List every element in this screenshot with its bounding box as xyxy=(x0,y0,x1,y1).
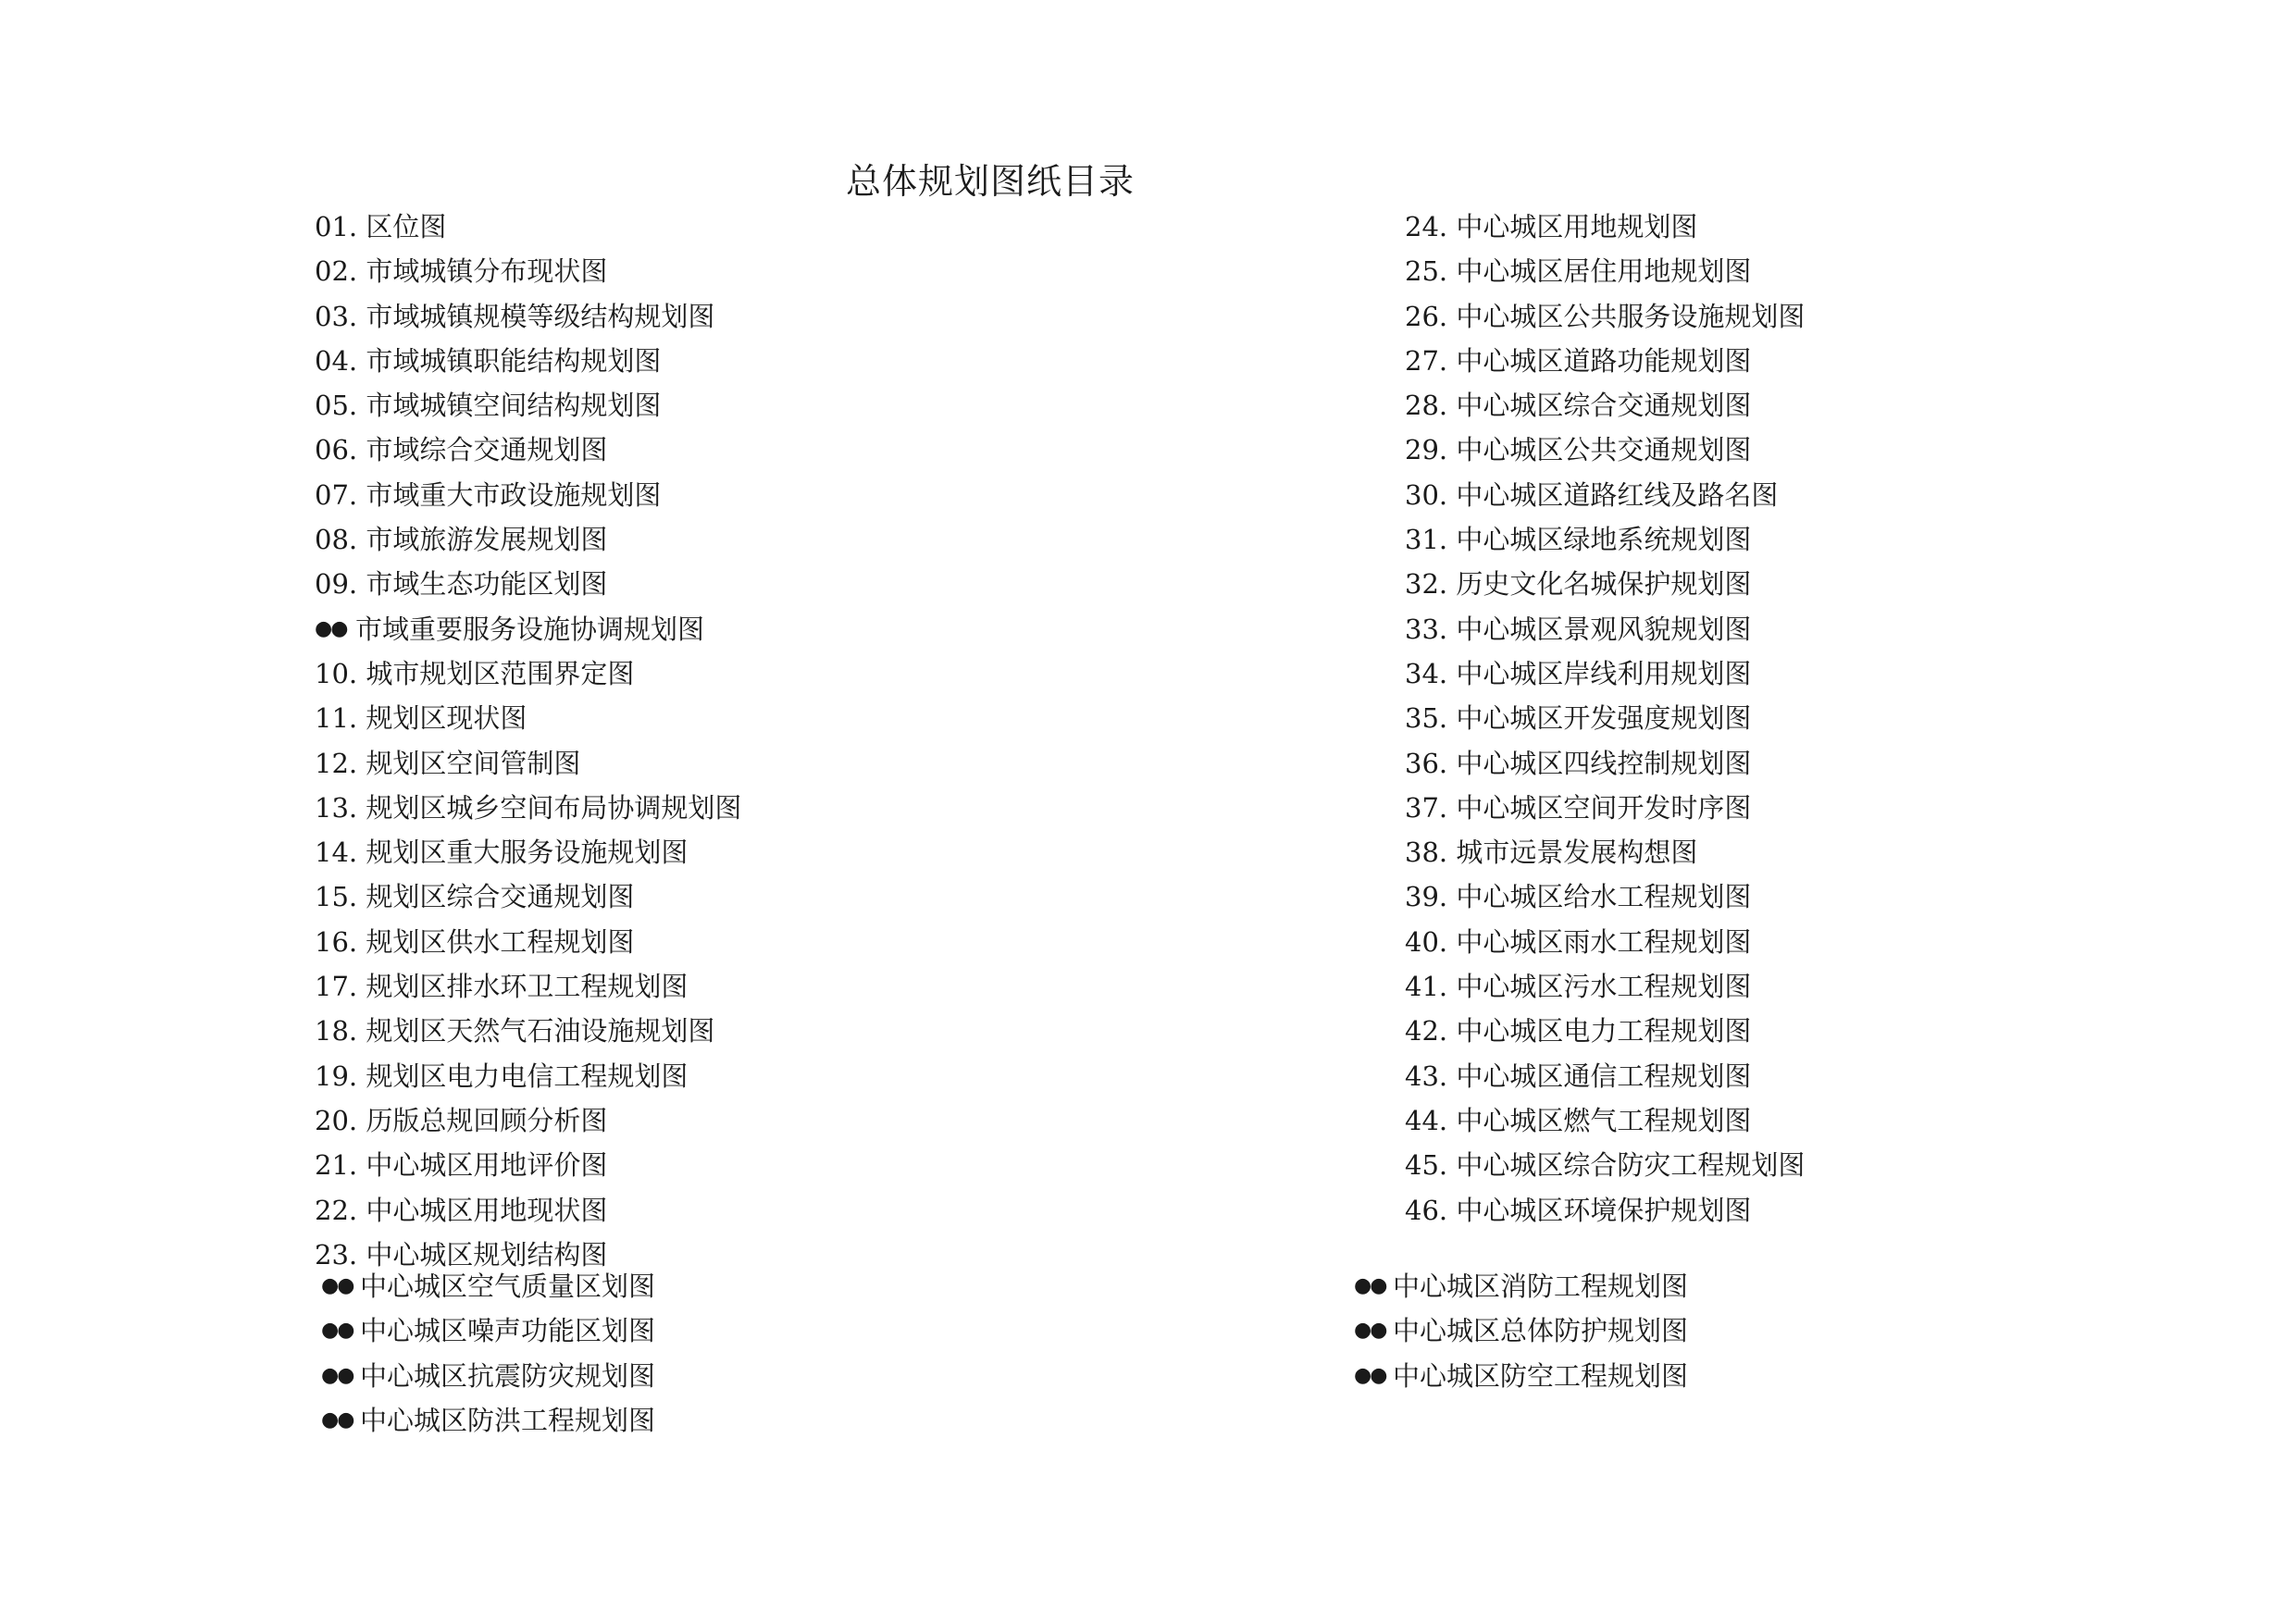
list-item xyxy=(1405,562,1805,606)
item-label: 中心城区景观风貌规划图 xyxy=(1456,613,1752,645)
item-label: 中心城区用地评价图 xyxy=(366,1149,608,1182)
list-item xyxy=(1405,205,1805,249)
item-number: 29. xyxy=(1405,434,1448,466)
item-number: 08. xyxy=(315,524,358,556)
item-label: 中心城区消防工程规划图 xyxy=(1393,1271,1689,1302)
item-number: 01. xyxy=(315,211,358,242)
item-number: 42. xyxy=(1405,1015,1448,1048)
item-number: 32. xyxy=(1405,568,1448,601)
item-label: 中心城区综合防灾工程规划图 xyxy=(1456,1149,1806,1182)
bullet-icon: ●● xyxy=(321,1274,354,1297)
item-number: 07. xyxy=(315,478,358,511)
list-item xyxy=(1405,294,1805,339)
item-label: 中心城区开发强度规划图 xyxy=(1456,702,1752,735)
bullet-icon: ●● xyxy=(321,1363,354,1387)
item-number: 05. xyxy=(315,390,358,422)
bullet-icon: ●● xyxy=(1354,1363,1386,1387)
bullet-icon: ●● xyxy=(321,1319,354,1343)
list-item xyxy=(1405,874,1805,919)
item-number: 24. xyxy=(1405,211,1448,242)
item-number: 02. xyxy=(315,255,358,288)
list-item xyxy=(315,964,741,1009)
item-label: 中心城区总体防护规划图 xyxy=(1393,1315,1689,1347)
list-item xyxy=(1405,1054,1805,1098)
bullet-icon: ●● xyxy=(1354,1274,1386,1297)
list-item xyxy=(1405,607,1805,651)
list-item xyxy=(1405,964,1805,1009)
item-number: 11. xyxy=(315,702,358,735)
list-item xyxy=(315,1009,741,1053)
item-label: 城市规划区范围界定图 xyxy=(366,657,635,689)
item-label: 中心城区公共服务设施规划图 xyxy=(1456,300,1806,332)
item-label: 市域旅游发展规划图 xyxy=(366,524,608,556)
item-number: 39. xyxy=(1405,881,1448,913)
item-label: 中心城区规划结构图 xyxy=(366,1238,608,1271)
item-number: 17. xyxy=(315,971,358,1003)
item-number: 06. xyxy=(315,434,358,466)
item-label: 市域城镇规模等级结构规划图 xyxy=(366,300,715,332)
list-item xyxy=(1405,651,1805,696)
item-label: 中心城区通信工程规划图 xyxy=(1456,1060,1752,1092)
item-number: 16. xyxy=(315,925,358,958)
item-label: 中心城区居住用地规划图 xyxy=(1456,255,1752,288)
list-item xyxy=(315,562,741,606)
left-drawing-list xyxy=(315,205,741,1277)
list-item xyxy=(1405,383,1805,428)
item-label: 规划区供水工程规划图 xyxy=(366,925,635,958)
item-number: 21. xyxy=(315,1149,358,1182)
list-item xyxy=(315,473,741,517)
list-item xyxy=(1354,1264,1688,1308)
item-label: 中心城区用地规划图 xyxy=(1456,211,1698,242)
item-number: 30. xyxy=(1405,478,1448,511)
list-item xyxy=(315,1098,741,1143)
item-label: 中心城区防洪工程规划图 xyxy=(360,1404,656,1436)
item-number: 38. xyxy=(1405,837,1448,869)
item-label: 中心城区岸线利用规划图 xyxy=(1456,657,1752,689)
list-item xyxy=(315,741,741,786)
list-item xyxy=(315,339,741,383)
list-item xyxy=(1405,696,1805,740)
list-item xyxy=(321,1354,655,1398)
list-item xyxy=(1405,428,1805,472)
item-number: 15. xyxy=(315,881,358,913)
list-item xyxy=(1405,473,1805,517)
list-item xyxy=(315,607,741,651)
item-label: 市域生态功能区划图 xyxy=(366,568,608,601)
list-item xyxy=(1405,741,1805,786)
list-item xyxy=(315,696,741,740)
item-label: 市域重要服务设施协调规划图 xyxy=(355,613,705,645)
item-label: 市域综合交通规划图 xyxy=(366,434,608,466)
list-item xyxy=(1405,1009,1805,1053)
item-label: 中心城区道路功能规划图 xyxy=(1456,344,1752,377)
item-label: 市域重大市政设施规划图 xyxy=(366,478,662,511)
item-number: 28. xyxy=(1405,390,1448,422)
item-label: 中心城区电力工程规划图 xyxy=(1456,1015,1752,1048)
item-number: 37. xyxy=(1405,791,1448,824)
list-item xyxy=(315,383,741,428)
item-label: 规划区天然气石油设施规划图 xyxy=(366,1015,715,1048)
item-number: 13. xyxy=(315,791,358,824)
list-item xyxy=(315,249,741,293)
item-label: 规划区重大服务设施规划图 xyxy=(366,837,689,869)
page-title: 总体规划图纸目录 xyxy=(846,161,1136,202)
list-item xyxy=(1405,830,1805,874)
item-number: 04. xyxy=(315,344,358,377)
item-label: 中心城区四线控制规划图 xyxy=(1456,747,1752,779)
item-label: 中心城区公共交通规划图 xyxy=(1456,434,1752,466)
item-label: 规划区综合交通规划图 xyxy=(366,881,635,913)
item-number: 27. xyxy=(1405,344,1448,377)
list-item xyxy=(315,205,741,249)
list-item xyxy=(315,1054,741,1098)
list-item xyxy=(1405,1098,1805,1143)
item-label: 中心城区燃气工程规划图 xyxy=(1456,1104,1752,1136)
item-number: 45. xyxy=(1405,1149,1448,1182)
list-item xyxy=(1405,920,1805,964)
item-number: 41. xyxy=(1405,971,1448,1003)
list-item xyxy=(321,1264,655,1308)
item-label: 历版总规回顾分析图 xyxy=(366,1104,608,1136)
item-number: 22. xyxy=(315,1194,358,1226)
item-label: 市域城镇职能结构规划图 xyxy=(366,344,662,377)
item-number: 44. xyxy=(1405,1104,1448,1136)
item-number: 31. xyxy=(1405,524,1448,556)
item-label: 规划区现状图 xyxy=(366,702,527,735)
item-label: 中心城区噪声功能区划图 xyxy=(360,1315,656,1347)
item-number: 26. xyxy=(1405,300,1448,332)
item-number: 43. xyxy=(1405,1060,1448,1092)
list-item xyxy=(1405,1188,1805,1233)
item-label: 中心城区空气质量区划图 xyxy=(360,1271,656,1302)
item-label: 市域城镇空间结构规划图 xyxy=(366,390,662,422)
list-item xyxy=(1405,1143,1805,1187)
list-item xyxy=(315,1143,741,1187)
item-label: 规划区空间管制图 xyxy=(366,747,581,779)
list-item xyxy=(1405,517,1805,562)
item-number: 09. xyxy=(315,568,358,601)
item-label: 规划区排水环卫工程规划图 xyxy=(366,971,689,1003)
item-label: 中心城区用地现状图 xyxy=(366,1194,608,1226)
item-label: 中心城区给水工程规划图 xyxy=(1456,881,1752,913)
item-number: 19. xyxy=(315,1060,358,1092)
item-number: 36. xyxy=(1405,747,1448,779)
item-label: 市域城镇分布现状图 xyxy=(366,255,608,288)
item-label: 中心城区防空工程规划图 xyxy=(1393,1359,1689,1392)
item-label: 中心城区环境保护规划图 xyxy=(1456,1194,1752,1226)
item-number: 23. xyxy=(315,1238,358,1271)
item-label: 中心城区绿地系统规划图 xyxy=(1456,524,1752,556)
left-supplementary-list xyxy=(321,1264,655,1443)
list-item xyxy=(315,517,741,562)
bullet-icon: ●● xyxy=(315,616,347,640)
item-label: 规划区电力电信工程规划图 xyxy=(366,1060,689,1092)
item-label: 中心城区雨水工程规划图 xyxy=(1456,925,1752,958)
list-item xyxy=(1354,1308,1688,1353)
item-number: 46. xyxy=(1405,1194,1448,1226)
item-label: 区位图 xyxy=(366,211,447,242)
list-item xyxy=(315,786,741,830)
list-item xyxy=(315,294,741,339)
item-number: 20. xyxy=(315,1104,358,1136)
item-number: 34. xyxy=(1405,657,1448,689)
right-supplementary-list xyxy=(1354,1264,1688,1398)
item-number: 03. xyxy=(315,300,358,332)
list-item xyxy=(1405,786,1805,830)
item-label: 中心城区综合交通规划图 xyxy=(1456,390,1752,422)
item-number: 12. xyxy=(315,747,358,779)
right-drawing-list xyxy=(1405,205,1805,1233)
item-label: 历史文化名城保护规划图 xyxy=(1456,568,1752,601)
item-label: 城市远景发展构想图 xyxy=(1456,837,1698,869)
list-item xyxy=(315,874,741,919)
item-number: 10. xyxy=(315,657,358,689)
item-number: 14. xyxy=(315,837,358,869)
item-number: 33. xyxy=(1405,613,1448,645)
list-item xyxy=(321,1398,655,1443)
list-item xyxy=(315,651,741,696)
item-label: 中心城区污水工程规划图 xyxy=(1456,971,1752,1003)
list-item xyxy=(315,830,741,874)
item-number: 35. xyxy=(1405,702,1448,735)
list-item xyxy=(315,920,741,964)
list-item xyxy=(1354,1354,1688,1398)
list-item xyxy=(315,1188,741,1233)
list-item xyxy=(315,428,741,472)
item-label: 中心城区空间开发时序图 xyxy=(1456,791,1752,824)
list-item xyxy=(321,1308,655,1353)
bullet-icon: ●● xyxy=(321,1407,354,1432)
item-label: 中心城区道路红线及路名图 xyxy=(1456,478,1779,511)
bullet-icon: ●● xyxy=(1354,1319,1386,1343)
list-item xyxy=(1405,339,1805,383)
item-number: 25. xyxy=(1405,255,1448,288)
item-label: 中心城区抗震防灾规划图 xyxy=(360,1359,656,1392)
list-item xyxy=(1405,249,1805,293)
item-label: 规划区城乡空间布局协调规划图 xyxy=(366,791,742,824)
item-number: 40. xyxy=(1405,925,1448,958)
item-number: 18. xyxy=(315,1015,358,1048)
